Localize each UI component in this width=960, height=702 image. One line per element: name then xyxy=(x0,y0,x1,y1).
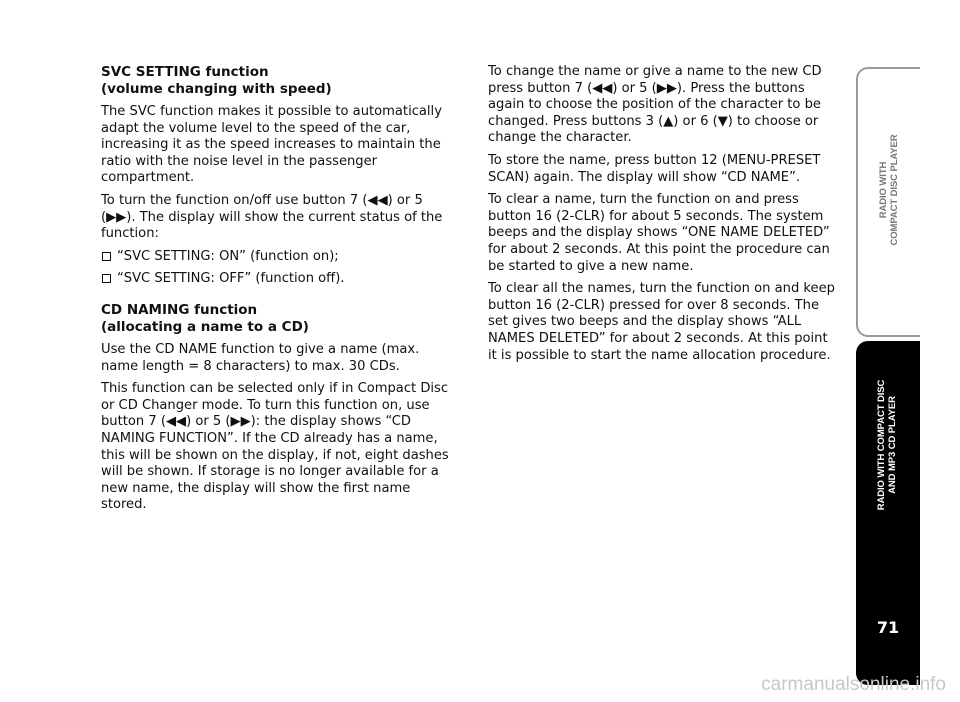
svc-paragraph-1: The SVC function makes it possible to automatically adapt the volume level to the speed of the car, increasing it as the speed increases to maintain the ratio with the noise level in the passenger compartment. xyxy=(101,104,442,186)
section-tab-radio-cd[interactable] xyxy=(856,67,920,337)
right-paragraph-4: To clear all the names, turn the function on and keep button 16 (2-CLR) pressed for over 8 seconds. The set gives two beeps and the display shows “ALL NAMES DELETED” for about 2 seconds. At this point it is possible to start the name allocation procedure. xyxy=(488,281,835,363)
section-tab-label: RADIO WITH COMPACT DISC PLAYER xyxy=(878,134,900,246)
svc-bullet-on: “SVC SETTING: ON” (function on); xyxy=(101,249,451,266)
svc-paragraph-2: To turn the function on/off use button 7 (◀◀) or 5 (▶▶). The display will show the current status of the function: xyxy=(101,192,443,242)
cd-naming-heading: CD NAMING function (allocating a name to a CD) xyxy=(101,301,309,335)
svc-heading: SVC SETTING function (volume changing with speed) xyxy=(101,64,332,97)
right-paragraph-1: To change the name or give a name to the new CD press button 7 (◀◀) or 5 (▶▶). Press the buttons again to choose the position of the character to be changed. Press buttons 3 (▲) or 6 (▼) to choose or change the character. xyxy=(488,64,822,146)
cd-paragraph-2: This function can be selected only if in Compact Disc or CD Changer mode. To turn this function on, use button 7 (◀◀) or 5 (▶▶): the display shows “CD NAMING FUNCTION”. If the CD already has a name, this will be shown on the display, if not, eight dashes will be shown. If storage is no longer available for a new name, the display will show the first name stored. xyxy=(101,381,449,513)
section-tab-label-active: RADIO WITH COMPACT DISC AND MP3 CD PLAYER xyxy=(876,379,898,511)
checkbox-bullet-icon xyxy=(102,252,111,261)
right-column xyxy=(488,64,838,370)
watermark: carmanualsonline.info xyxy=(761,674,946,695)
right-paragraph-3: To clear a name, turn the function on and press button 16 (2-CLR) for about 5 seconds. The system beeps and the display shows “ONE NAME DELETED” for about 2 seconds. At this point the procedure can be started to give a new name. xyxy=(488,192,830,274)
left-column xyxy=(101,64,451,520)
cd-paragraph-1: Use the CD NAME function to give a name (max. name length = 8 characters) to max. 30 CDs. xyxy=(101,341,420,374)
svc-bullet-off: “SVC SETTING: OFF” (function off). xyxy=(101,271,451,288)
right-paragraph-2: To store the name, press button 12 (MENU-PRESET SCAN) again. The display will show “CD NAME”. xyxy=(488,152,821,185)
checkbox-bullet-icon xyxy=(102,274,111,283)
page-number: 71 xyxy=(876,618,900,637)
